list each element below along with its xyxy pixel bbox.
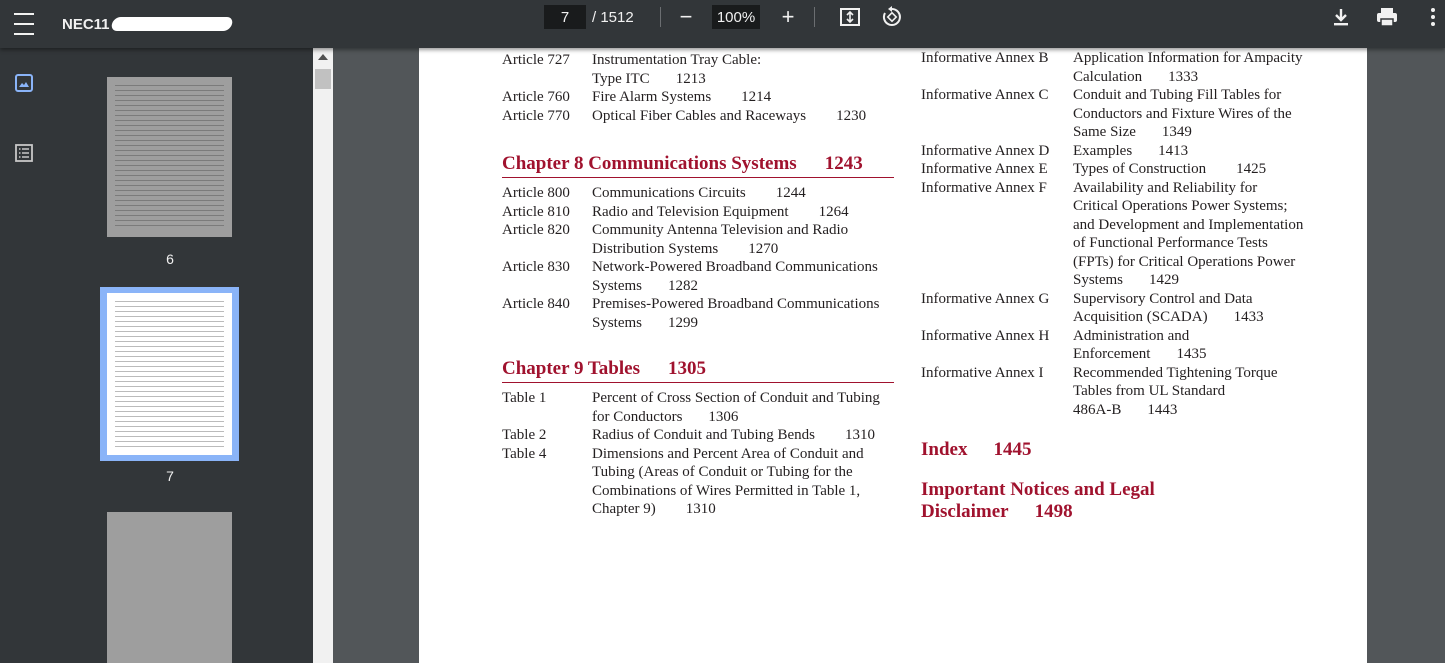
entry-title-line: Radius of Conduit and Tubing Bends: [592, 427, 815, 443]
entry-page: 1413: [1158, 142, 1189, 159]
menu-icon-bar: [14, 33, 34, 35]
entry-title-line: Percent of Cross Section of Conduit and Tubing: [592, 390, 880, 406]
entry-title-line: Network-Powered Broadband Communications: [592, 259, 878, 275]
entry-title-line: Conductors and Fixture Wires of the: [1073, 105, 1292, 122]
entry-title-line: Community Antenna Television and Radio: [592, 222, 849, 238]
entry-page: 1270: [748, 240, 779, 257]
rotate-icon: [880, 5, 904, 29]
entry-title: [1073, 327, 1341, 364]
entry-title-line: Availability and Reliability for: [1073, 179, 1258, 196]
index-heading[interactable]: [921, 439, 1341, 461]
entry-page: 1299: [668, 314, 699, 331]
entry-label: Table 1: [502, 390, 547, 406]
entry-label: Table 4: [502, 445, 547, 462]
entry-title-line: Same Size: [1073, 124, 1136, 140]
entry-page: 1214: [741, 89, 772, 105]
entry-label: Article 830: [502, 259, 570, 275]
entry-title-line: Radio and Television Equipment: [592, 203, 789, 220]
toc-entry[interactable]: [502, 295, 894, 332]
chapter-title: Chapter 8 Communications Systems: [502, 153, 797, 174]
entry-label: Informative Annex C: [921, 87, 1049, 103]
notices-title-line: Disclaimer: [921, 501, 1009, 522]
entry-title: [592, 389, 894, 426]
entry-title: [1073, 86, 1341, 142]
entry-title: [592, 184, 894, 203]
entry-label: Article 727: [502, 52, 570, 68]
entry-page: 1282: [668, 277, 699, 294]
entry-label: Informative Annex D: [921, 142, 1050, 159]
notices-page: 1498: [1034, 501, 1073, 522]
entry-title: [1073, 142, 1341, 161]
entry-page: 1433: [1233, 309, 1264, 325]
toc-entry[interactable]: [502, 426, 894, 445]
entry-title: [1073, 364, 1341, 420]
entry-title-line: Tables from UL Standard: [1073, 383, 1226, 399]
entry-title-line: Examples: [1073, 142, 1133, 159]
fit-page-button[interactable]: [835, 2, 865, 32]
entry-title-line: Fire Alarm Systems: [592, 89, 712, 105]
entry-title-line: and Development and Implementation: [1073, 216, 1304, 233]
annex-entry[interactable]: [921, 179, 1341, 290]
entry-label: Informative Annex B: [921, 50, 1049, 66]
entry-title: [592, 258, 894, 295]
page-number-input[interactable]: 7: [544, 5, 586, 29]
entry-page: 1310: [844, 427, 875, 443]
entry-title: [592, 445, 894, 519]
entry-title-line: Critical Operations Power Systems;: [1073, 198, 1288, 214]
entry-page: 1244: [775, 185, 806, 201]
entry-page: 1435: [1176, 346, 1207, 362]
entry-title-line: Combinations of Wires Permitted in Table 1,: [592, 482, 861, 499]
chapter-page: 1305: [667, 358, 706, 379]
entry-page: 1213: [675, 70, 706, 87]
entry-page: 1425: [1236, 161, 1267, 177]
entry-title-line: Instrumentation Tray Cable:: [592, 52, 762, 68]
annex-entry[interactable]: [921, 86, 1341, 142]
entry-page: 1429: [1149, 272, 1180, 288]
entry-title-line: Conduit and Tubing Fill Tables for: [1073, 87, 1282, 103]
entry-label: Informative Annex F: [921, 179, 1047, 196]
zoom-out-button[interactable]: −: [679, 4, 693, 29]
chapter-9-heading[interactable]: [502, 358, 894, 383]
notices-title: Important Notices and Legal: [921, 479, 1155, 500]
notices-heading[interactable]: [921, 479, 1341, 523]
toc-entry[interactable]: [502, 88, 894, 107]
index-page: 1445: [993, 439, 1032, 460]
entry-title-line: Premises-Powered Broadband Communications: [592, 296, 880, 312]
entry-title-line: Application Information for Ampacity: [1073, 50, 1303, 66]
entry-label: Informative Annex H: [921, 327, 1050, 344]
page-thumbnail[interactable]: [107, 512, 232, 663]
entry-title: [592, 221, 894, 258]
toc-entry[interactable]: [502, 389, 894, 426]
entry-label: Article 810: [502, 203, 570, 220]
zoom-in-button[interactable]: +: [781, 4, 795, 29]
entry-title-line: Tubing (Areas of Conduit or Tubing for the: [592, 464, 853, 480]
zoom-input[interactable]: 100%: [712, 5, 760, 29]
toolbar-divider: [660, 7, 661, 27]
annex-entry[interactable]: [921, 142, 1341, 161]
entry-title: [1073, 290, 1341, 327]
toolbar-divider: [814, 7, 815, 27]
entry-title-line: Chapter 9): [592, 501, 656, 517]
entry-title-line: Type ITC: [592, 70, 650, 87]
pdf-toolbar: [0, 0, 1445, 48]
annex-entry[interactable]: [921, 327, 1341, 364]
entry-title-line: Dimensions and Percent Area of Conduit and: [592, 445, 864, 462]
entry-title: [592, 107, 894, 126]
scrollbar-thumb[interactable]: [315, 69, 331, 89]
toc-entry[interactable]: [502, 203, 894, 222]
entry-title: [592, 88, 894, 107]
entry-label: Informative Annex G: [921, 290, 1050, 307]
download-icon: [1330, 6, 1352, 28]
annex-entry[interactable]: [921, 160, 1341, 179]
entry-title-line: Recommended Tightening Torque: [1073, 364, 1278, 381]
print-button[interactable]: [1372, 2, 1402, 32]
index-title: Index: [921, 439, 968, 460]
entry-title: [592, 295, 894, 332]
entry-title: [592, 51, 894, 88]
toc-entry[interactable]: [502, 107, 894, 126]
pdf-page: [419, 48, 1367, 663]
image-icon: [14, 73, 34, 93]
entry-title-line: Calculation: [1073, 68, 1143, 85]
entry-label: Informative Annex E: [921, 161, 1048, 177]
entry-title-line: Types of Construction: [1073, 161, 1207, 177]
entry-page: 1264: [818, 203, 849, 220]
entry-title: [592, 426, 894, 445]
entry-title: [1073, 179, 1341, 290]
entry-title-line: Distribution Systems: [592, 240, 719, 257]
entry-label: Article 840: [502, 296, 570, 312]
outline-tab[interactable]: [12, 141, 36, 165]
entry-page: 1306: [708, 408, 739, 425]
chapter-8-heading[interactable]: [502, 153, 894, 178]
menu-icon-bar: [14, 23, 34, 25]
scroll-up-arrow-icon[interactable]: [318, 54, 328, 60]
entry-title-line: of Functional Performance Tests: [1073, 235, 1268, 251]
more-options-button[interactable]: [1418, 2, 1445, 32]
page-thumbnail[interactable]: [107, 77, 232, 237]
right-column: [921, 49, 1341, 523]
toc-entry[interactable]: [502, 51, 894, 88]
chapter-page: 1243: [824, 153, 863, 174]
entry-title-line: Communications Circuits: [592, 185, 746, 201]
list-icon: [14, 143, 34, 163]
entry-title: [1073, 160, 1341, 179]
thumbnail-page-number: 7: [166, 468, 174, 484]
entry-title-line: Systems: [1073, 272, 1124, 288]
more-vert-icon: [1430, 6, 1436, 28]
entry-label: Article 800: [502, 185, 570, 201]
entry-title-line: Supervisory Control and Data: [1073, 290, 1253, 307]
entry-label: Article 770: [502, 107, 570, 124]
entry-title-line: Systems: [592, 277, 643, 294]
entry-title-line: for Conductors: [592, 408, 683, 425]
entry-title-line: Acquisition (SCADA): [1073, 309, 1208, 325]
document-title: [62, 8, 232, 40]
entry-page: 1333: [1168, 68, 1199, 85]
entry-title-line: Administration and: [1073, 327, 1190, 344]
thumbnail-preview: [115, 301, 224, 447]
annex-entry[interactable]: [921, 290, 1341, 327]
fit-page-icon: [839, 6, 861, 28]
entry-label: Informative Annex I: [921, 364, 1044, 381]
print-icon: [1375, 6, 1399, 28]
entry-page: 1443: [1147, 401, 1178, 418]
page-thumbnail-selected[interactable]: [107, 293, 232, 455]
entry-label: Article 760: [502, 89, 570, 105]
annex-entry[interactable]: [921, 49, 1341, 86]
entry-title-line: Optical Fiber Cables and Raceways: [592, 107, 807, 124]
entry-title-line: Enforcement: [1073, 346, 1151, 362]
entry-label: Table 2: [502, 427, 547, 443]
redaction-mark: [110, 17, 234, 31]
rotate-button[interactable]: [877, 2, 907, 32]
annex-entry[interactable]: [921, 364, 1341, 420]
left-column: [502, 51, 894, 519]
thumbnail-page-number: 6: [166, 251, 174, 267]
chapter-title: Chapter 9 Tables: [502, 358, 640, 379]
entry-page: 1310: [685, 501, 716, 517]
entry-title: [1073, 49, 1341, 86]
document-title-text: NEC11: [62, 15, 110, 33]
menu-button[interactable]: [8, 4, 40, 44]
entry-title-line: 486A-B: [1073, 401, 1122, 418]
download-button[interactable]: [1326, 2, 1356, 32]
page-count: / 1512: [592, 8, 634, 26]
sidebar-scrollbar[interactable]: [313, 48, 333, 663]
entry-title-line: (FPTs) for Critical Operations Power: [1073, 253, 1296, 270]
toc-entry[interactable]: [502, 445, 894, 519]
entry-page: 1349: [1161, 124, 1192, 140]
toc-entry[interactable]: [502, 221, 894, 258]
thumbnail-preview: [115, 85, 224, 229]
menu-icon-bar: [14, 13, 34, 15]
entry-title-line: Systems: [592, 314, 643, 331]
entry-title: [592, 203, 894, 222]
toc-entry[interactable]: [502, 184, 894, 203]
entry-label: Article 820: [502, 222, 570, 238]
thumbnail-sidebar: [0, 48, 313, 663]
thumbnails-tab[interactable]: [12, 71, 36, 95]
toc-entry[interactable]: [502, 258, 894, 295]
entry-page: 1230: [836, 107, 867, 124]
